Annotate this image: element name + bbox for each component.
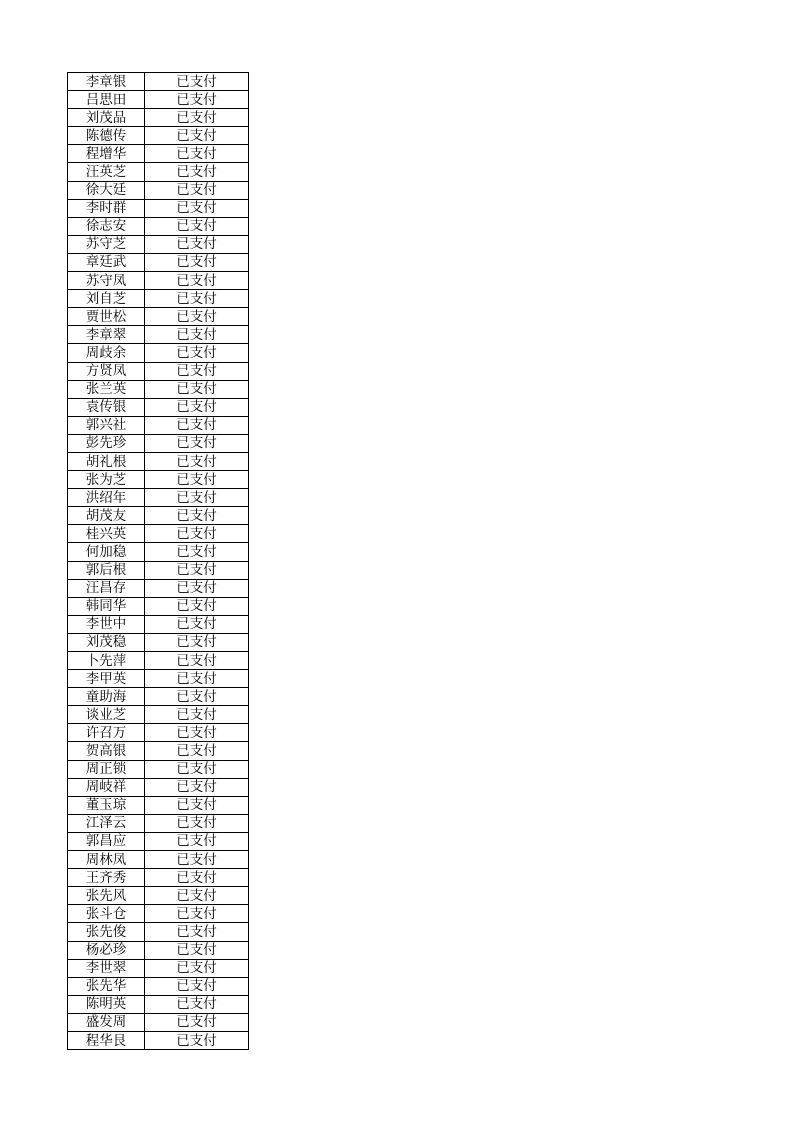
name-cell: 董玉琼 (68, 796, 145, 814)
payment-status-cell: 已支付 (145, 362, 249, 380)
table-row (68, 977, 249, 995)
payment-status-cell: 已支付 (145, 670, 249, 688)
name-cell: 贺高银 (68, 742, 145, 760)
table-row (68, 235, 249, 253)
table-row (68, 272, 249, 290)
payment-status-cell: 已支付 (145, 742, 249, 760)
payment-status-cell: 已支付 (145, 1013, 249, 1031)
payment-status-cell: 已支付 (145, 796, 249, 814)
payment-status-cell: 已支付 (145, 923, 249, 941)
name-cell: 汪昌存 (68, 579, 145, 597)
name-cell: 童助海 (68, 688, 145, 706)
name-cell: 袁传银 (68, 398, 145, 416)
payment-status-cell: 已支付 (145, 398, 249, 416)
name-cell: 李甲英 (68, 670, 145, 688)
table-row (68, 127, 249, 145)
name-cell: 吕思田 (68, 91, 145, 109)
payment-status-cell: 已支付 (145, 109, 249, 127)
payment-status-cell: 已支付 (145, 959, 249, 977)
name-cell: 李章银 (68, 73, 145, 91)
payment-status-cell: 已支付 (145, 290, 249, 308)
payment-status-cell: 已支付 (145, 145, 249, 163)
table-row (68, 923, 249, 941)
name-cell: 张为芝 (68, 471, 145, 489)
name-cell: 江泽云 (68, 814, 145, 832)
payment-status-cell: 已支付 (145, 434, 249, 452)
name-cell: 洪绍年 (68, 489, 145, 507)
table-row (68, 796, 249, 814)
name-cell: 张斗仓 (68, 905, 145, 923)
name-cell: 王齐秀 (68, 869, 145, 887)
table-row (68, 398, 249, 416)
table-row (68, 416, 249, 434)
name-cell: 周林凤 (68, 851, 145, 869)
table-row (68, 471, 249, 489)
table-row (68, 290, 249, 308)
table-row (68, 326, 249, 344)
name-cell: 苏守芝 (68, 235, 145, 253)
name-cell: 谈业芝 (68, 706, 145, 724)
payment-status-cell: 已支付 (145, 217, 249, 235)
table-row (68, 217, 249, 235)
name-cell: 徐大廷 (68, 181, 145, 199)
payment-status-cell: 已支付 (145, 724, 249, 742)
table-row (68, 760, 249, 778)
name-cell: 程增华 (68, 145, 145, 163)
table-row (68, 1031, 249, 1049)
table-row (68, 706, 249, 724)
name-cell: 苏守凤 (68, 272, 145, 290)
name-cell: 许召万 (68, 724, 145, 742)
name-cell: 李章翠 (68, 326, 145, 344)
table-row (68, 199, 249, 217)
name-cell: 郭兴社 (68, 416, 145, 434)
payment-status-cell: 已支付 (145, 272, 249, 290)
payment-status-cell: 已支付 (145, 199, 249, 217)
name-cell: 陈德传 (68, 127, 145, 145)
table-row (68, 1013, 249, 1031)
name-cell: 汪英芝 (68, 163, 145, 181)
name-cell: 胡茂友 (68, 507, 145, 525)
payment-status-cell: 已支付 (145, 163, 249, 181)
table-row (68, 814, 249, 832)
table-row (68, 525, 249, 543)
payment-status-cell: 已支付 (145, 869, 249, 887)
table-row (68, 163, 249, 181)
name-cell: 周正锁 (68, 760, 145, 778)
payment-status-cell: 已支付 (145, 380, 249, 398)
table-row (68, 344, 249, 362)
table-row (68, 489, 249, 507)
name-cell: 方贤凤 (68, 362, 145, 380)
table-row (68, 145, 249, 163)
payment-status-cell: 已支付 (145, 561, 249, 579)
payment-status-cell: 已支付 (145, 597, 249, 615)
payment-status-cell: 已支付 (145, 1031, 249, 1049)
payment-status-cell: 已支付 (145, 525, 249, 543)
table-row (68, 724, 249, 742)
table-row (68, 253, 249, 271)
payment-status-cell: 已支付 (145, 489, 249, 507)
name-cell: 韩同华 (68, 597, 145, 615)
table-row (68, 778, 249, 796)
payment-status-cell: 已支付 (145, 253, 249, 271)
payment-status-cell: 已支付 (145, 905, 249, 923)
name-cell: 卜先萍 (68, 652, 145, 670)
table-row (68, 308, 249, 326)
payment-status-cell: 已支付 (145, 778, 249, 796)
payment-status-cell: 已支付 (145, 706, 249, 724)
table-row (68, 434, 249, 452)
name-cell: 彭先珍 (68, 434, 145, 452)
payment-status-cell: 已支付 (145, 977, 249, 995)
name-cell: 张先俊 (68, 923, 145, 941)
name-cell: 陈明英 (68, 995, 145, 1013)
table-row (68, 959, 249, 977)
table-row (68, 597, 249, 615)
table-row (68, 181, 249, 199)
payment-status-cell: 已支付 (145, 633, 249, 651)
table-row (68, 869, 249, 887)
payment-status-cell: 已支付 (145, 688, 249, 706)
table-row (68, 362, 249, 380)
payment-status-cell: 已支付 (145, 235, 249, 253)
table-row (68, 670, 249, 688)
name-cell: 胡礼根 (68, 452, 145, 470)
table-body (68, 73, 249, 1050)
table-row (68, 91, 249, 109)
table-row (68, 633, 249, 651)
payment-status-cell: 已支付 (145, 851, 249, 869)
payment-status-cell: 已支付 (145, 760, 249, 778)
name-cell: 周歧余 (68, 344, 145, 362)
table-row (68, 688, 249, 706)
name-cell: 周岐祥 (68, 778, 145, 796)
payment-status-cell: 已支付 (145, 127, 249, 145)
payment-status-table (67, 72, 249, 1050)
table-row (68, 507, 249, 525)
name-cell: 李世翠 (68, 959, 145, 977)
name-cell: 刘自芝 (68, 290, 145, 308)
table-row (68, 851, 249, 869)
payment-status-cell: 已支付 (145, 416, 249, 434)
name-cell: 贾世松 (68, 308, 145, 326)
name-cell: 章廷武 (68, 253, 145, 271)
payment-status-cell: 已支付 (145, 941, 249, 959)
name-cell: 刘茂品 (68, 109, 145, 127)
table-row (68, 887, 249, 905)
name-cell: 张先华 (68, 977, 145, 995)
table-row (68, 742, 249, 760)
table-row (68, 543, 249, 561)
payment-status-cell: 已支付 (145, 91, 249, 109)
name-cell: 盛发周 (68, 1013, 145, 1031)
payment-status-cell: 已支付 (145, 832, 249, 850)
name-cell: 李世中 (68, 615, 145, 633)
name-cell: 李时群 (68, 199, 145, 217)
name-cell: 郭后根 (68, 561, 145, 579)
table-row (68, 941, 249, 959)
payment-status-cell: 已支付 (145, 308, 249, 326)
name-cell: 郭昌应 (68, 832, 145, 850)
payment-status-cell: 已支付 (145, 181, 249, 199)
table-row (68, 561, 249, 579)
payment-status-cell: 已支付 (145, 326, 249, 344)
name-cell: 刘茂稳 (68, 633, 145, 651)
payment-status-cell: 已支付 (145, 471, 249, 489)
name-cell: 杨必珍 (68, 941, 145, 959)
table-row (68, 73, 249, 91)
name-cell: 桂兴英 (68, 525, 145, 543)
payment-status-cell: 已支付 (145, 452, 249, 470)
table-row (68, 109, 249, 127)
name-cell: 徐志安 (68, 217, 145, 235)
table-row (68, 380, 249, 398)
payment-status-cell: 已支付 (145, 344, 249, 362)
payment-status-cell: 已支付 (145, 543, 249, 561)
payment-status-cell: 已支付 (145, 887, 249, 905)
table-row (68, 652, 249, 670)
table-row (68, 995, 249, 1013)
payment-status-cell: 已支付 (145, 579, 249, 597)
name-cell: 张兰英 (68, 380, 145, 398)
table-row (68, 905, 249, 923)
payment-status-cell: 已支付 (145, 615, 249, 633)
payment-status-cell: 已支付 (145, 814, 249, 832)
table-row (68, 579, 249, 597)
name-cell: 张先风 (68, 887, 145, 905)
name-cell: 何加稳 (68, 543, 145, 561)
table-row (68, 452, 249, 470)
table-row (68, 615, 249, 633)
payment-status-cell: 已支付 (145, 995, 249, 1013)
name-cell: 程华艮 (68, 1031, 145, 1049)
table-row (68, 832, 249, 850)
payment-status-cell: 已支付 (145, 652, 249, 670)
payment-status-cell: 已支付 (145, 73, 249, 91)
payment-status-cell: 已支付 (145, 507, 249, 525)
